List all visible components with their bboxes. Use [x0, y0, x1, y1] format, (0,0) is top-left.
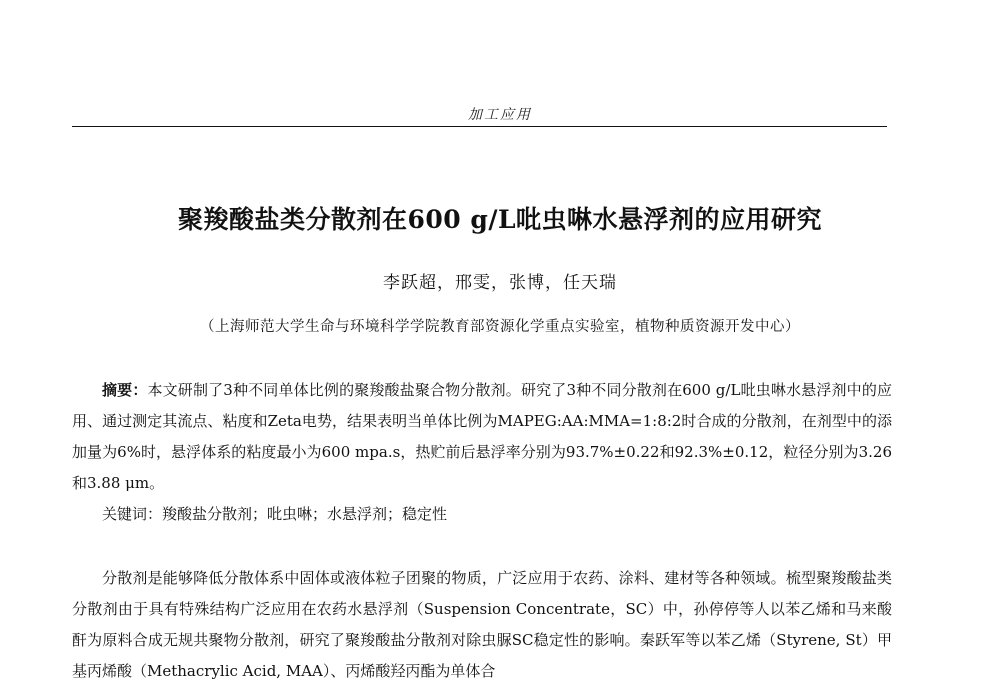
keywords-text: 羧酸盐分散剂；吡虫啉；水悬浮剂；稳定性 — [162, 505, 448, 523]
abstract-text: 本文研制了3种不同单体比例的聚羧酸盐聚合物分散剂。研究了3种不同分散剂在600 g/L吡虫啉水悬浮剂中的应用、通过测定其流点、粘度和Zeta电势，结果表明当单体比例为MAPEG:AA:MMA=1:8:2时合成的分散剂，在剂型中的添加量为6%时，悬浮体系的粘度最小为600 mpa.s，热贮前后悬浮率分别为93.7%±0.22和92.3%±0.12，粒径分别为3.26 和3.88 μm。 — [72, 381, 892, 492]
section-header: 加工应用 — [468, 107, 532, 123]
author-affiliation: （上海师范大学生命与环境科学学院教育部资源化学重点实验室，植物种质资源开发中心） — [200, 319, 800, 335]
keywords-label: 关键词： — [102, 505, 163, 523]
author-list: 李跃超，邢雯，张博，任天瑞 — [383, 273, 617, 293]
keywords-line — [102, 499, 892, 529]
header-rule — [72, 126, 887, 127]
abstract-paragraph — [72, 375, 892, 499]
article-title: 聚羧酸盐类分散剂在600 g/L吡虫啉水悬浮剂的应用研究 — [177, 205, 823, 234]
intro-paragraph: 分散剂是能够降低分散体系中固体或液体粒子团聚的物质，广泛应用于农药、涂料、建材等各种领域。梳型聚羧酸盐类分散剂由于具有特殊结构广泛应用在农药水悬浮剂（Suspension Concentrate，SC）中，孙停停等人以苯乙烯和马来酸酐为原料合成无规共聚物分散剂，研究了聚羧酸盐分散剂对除虫脲SC稳定性的影响。秦跃军等以苯乙烯（Styrene, St）甲基丙烯酸（Methacrylic Acid, MAA）、丙烯酸羟丙酯为单体合 — [72, 569, 892, 680]
abstract-label: 摘要： — [102, 381, 148, 399]
